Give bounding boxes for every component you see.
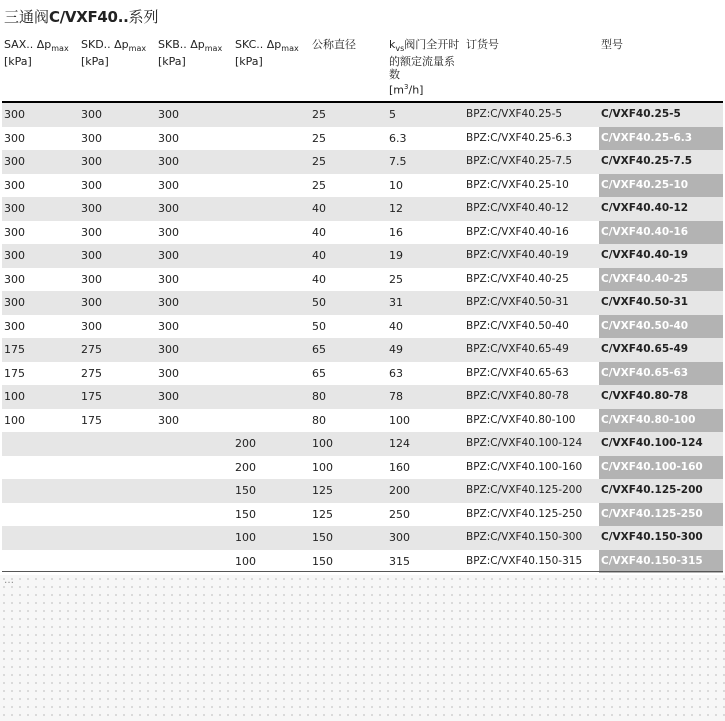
cell-dn: 40 [312,249,326,262]
cell-skb: 300 [158,366,179,380]
header-skb-unit: [kPa] [158,55,186,69]
cell-sax: 300 [4,296,25,309]
header-skc-unit: [kPa] [235,55,263,69]
header-skb-sub: max [204,44,223,54]
cell-kvs: 19 [389,249,403,262]
cell-skc: 200 [235,460,256,474]
cell-skb: 300 [158,296,179,309]
cell-type: C/VXF40.40-16 [599,221,723,245]
table-row [2,362,723,386]
header-kvs-unit-pre: [m [389,83,405,97]
header-skc-symbol: Δp [266,38,282,51]
cell-type: C/VXF40.25-6.3 [599,127,723,151]
cell-dn: 50 [312,319,326,333]
table-row [2,291,723,315]
cell-skd: 300 [81,272,102,286]
cell-skc: 100 [235,554,256,568]
cell-kvs: 124 [389,437,410,450]
header-sax-name: SAX.. [4,38,37,51]
cell-order: BPZ:C/VXF40.80-78 [466,390,569,402]
header-skc-name: SKC.. [235,38,267,51]
header-order: 订货号 [466,38,499,51]
cell-sax: 300 [4,202,25,215]
cell-skd: 300 [81,202,102,215]
cell-kvs: 40 [389,319,403,333]
table-header [0,38,725,100]
cell-order: BPZ:C/VXF40.125-250 [466,507,583,520]
cell-skb: 300 [158,343,179,356]
cell-sax: 175 [4,343,25,356]
table-row [2,315,723,339]
cell-kvs: 31 [389,296,403,309]
cell-skb: 300 [158,390,179,403]
cell-skb: 300 [158,272,179,286]
table-row [2,197,723,221]
cell-type: C/VXF40.50-40 [599,315,723,339]
cell-order: BPZ:C/VXF40.125-200 [466,484,583,496]
cell-dn: 25 [312,178,326,192]
cell-dn: 125 [312,484,333,497]
footnote: … [4,576,14,584]
cell-skd: 300 [81,155,102,168]
table-row [2,409,723,433]
cell-sax: 300 [4,272,25,286]
header-dn: 公称直径 [312,38,356,51]
cell-order: BPZ:C/VXF40.40-19 [466,249,569,261]
table-row [2,385,723,409]
cell-sax: 100 [4,413,25,427]
header-sax [4,38,69,68]
table-row [2,503,723,527]
cell-skd: 275 [81,343,102,356]
cell-dn: 40 [312,272,326,286]
cell-order: BPZ:C/VXF40.25-6.3 [466,131,573,144]
cell-dn: 40 [312,225,326,239]
table-row [2,268,723,292]
cell-kvs: 100 [389,413,410,427]
cell-skd: 300 [81,225,102,239]
cell-order: BPZ:C/VXF40.65-63 [466,366,569,379]
header-sax-sub: max [51,44,69,54]
cell-kvs: 25 [389,272,403,286]
title-suffix: 系列 [128,8,159,26]
header-kvs-line3: 数 [389,68,400,82]
cell-order: BPZ:C/VXF40.50-40 [466,319,569,332]
cell-skd: 300 [81,178,102,192]
header-kvs-line2: 的额定流量系 [389,55,455,69]
header-sax-symbol: Δp [36,38,52,51]
cell-skb: 300 [158,178,179,192]
cell-skb: 300 [158,249,179,262]
cell-skd: 175 [81,390,102,403]
cell-skd: 300 [81,108,102,121]
header-sax-unit: [kPa] [4,55,32,69]
cell-order: BPZ:C/VXF40.40-12 [466,202,569,214]
cell-skc: 150 [235,507,256,521]
cell-kvs: 315 [389,554,410,568]
header-skb [158,38,222,68]
cell-order: BPZ:C/VXF40.40-16 [466,225,569,238]
cell-dn: 100 [312,460,333,474]
cell-skb: 300 [158,225,179,239]
header-skc [235,38,299,68]
cell-type: C/VXF40.80-78 [601,390,689,402]
cell-type: C/VXF40.25-5 [601,108,681,120]
table-row [2,221,723,245]
cell-type: C/VXF40.65-63 [599,362,723,386]
table-row [2,150,723,174]
title-model: C/VXF40.. [49,8,129,26]
header-skd [81,38,146,68]
cell-kvs: 160 [389,460,410,474]
header-kvs-unit-post: /h] [408,83,424,97]
cell-skb: 300 [158,319,179,333]
cell-dn: 40 [312,202,326,215]
table-body [2,103,723,573]
cell-dn: 65 [312,366,326,380]
header-skd-symbol: Δp [114,38,129,51]
cell-type: C/VXF40.80-100 [599,409,723,433]
table-row [2,103,723,127]
cell-kvs: 250 [389,507,410,521]
cell-type: C/VXF40.150-300 [601,531,703,543]
cell-skb: 300 [158,413,179,427]
cell-skb: 300 [158,202,179,215]
cell-kvs: 12 [389,202,403,215]
cell-kvs: 78 [389,390,403,403]
header-kvs-sub: vs [395,44,405,54]
cell-type: C/VXF40.125-250 [599,503,723,527]
table-bottom-rule [2,571,723,572]
cell-type: C/VXF40.100-160 [599,456,723,480]
table-row [2,338,723,362]
table-row [2,174,723,198]
cell-skd: 175 [81,413,102,427]
cell-order: BPZ:C/VXF40.25-10 [466,178,569,191]
cell-type: C/VXF40.100-124 [601,437,703,449]
cell-sax: 300 [4,249,25,262]
cell-type: C/VXF40.125-200 [601,484,703,496]
header-kvs-line1: 阀门全开时 [404,38,460,51]
cell-order: BPZ:C/VXF40.80-100 [466,413,576,426]
cell-dn: 65 [312,343,326,356]
cell-kvs: 300 [389,531,410,544]
cell-skd: 300 [81,131,102,145]
cell-sax: 100 [4,390,25,403]
cell-dn: 125 [312,507,333,521]
cell-dn: 150 [312,531,333,544]
cell-order: BPZ:C/VXF40.150-315 [466,554,583,567]
cell-sax: 175 [4,366,25,380]
cell-type: C/VXF40.25-7.5 [601,155,693,167]
cell-order: BPZ:C/VXF40.40-25 [466,272,569,285]
cell-dn: 150 [312,554,333,568]
title-prefix: 三通阀 [4,8,50,26]
header-skd-name: SKD.. [81,38,115,51]
table-row [2,432,723,456]
cell-order: BPZ:C/VXF40.100-160 [466,460,583,473]
cell-dn: 50 [312,296,326,309]
cell-type: C/VXF40.150-315 [599,550,723,574]
cell-skc: 100 [235,531,256,544]
cell-sax: 300 [4,155,25,168]
cell-type: C/VXF40.65-49 [601,343,689,355]
cell-order: BPZ:C/VXF40.65-49 [466,343,569,355]
cell-type: C/VXF40.25-10 [599,174,723,198]
cell-skd: 300 [81,249,102,262]
cell-kvs: 49 [389,343,403,356]
cell-kvs: 10 [389,178,403,192]
cell-skd: 300 [81,319,102,333]
header-kvs-k: k [389,38,396,51]
cell-dn: 25 [312,131,326,145]
cell-dn: 80 [312,413,326,427]
cell-sax: 300 [4,108,25,121]
cell-skd: 275 [81,366,102,380]
table-row [2,526,723,550]
header-skd-unit: [kPa] [81,55,109,69]
cell-order: BPZ:C/VXF40.100-124 [466,437,583,449]
header-kvs-unit-sup: 3 [404,83,409,92]
cell-kvs: 7.5 [389,155,407,168]
table-row [2,127,723,151]
cell-kvs: 6.3 [389,131,407,145]
table-row [2,479,723,503]
cell-skb: 300 [158,108,179,121]
header-skc-sub: max [281,44,299,54]
cell-skc: 200 [235,437,256,450]
cell-type: C/VXF40.40-19 [601,249,689,261]
cell-skb: 300 [158,131,179,145]
cell-dn: 100 [312,437,333,450]
cell-type: C/VXF40.40-12 [601,202,689,214]
cell-dn: 80 [312,390,326,403]
cell-skb: 300 [158,155,179,168]
table-row [2,456,723,480]
header-type: 型号 [601,38,623,51]
cell-kvs: 16 [389,225,403,239]
cell-order: BPZ:C/VXF40.25-5 [466,108,563,120]
footer-background [0,575,725,721]
table-row [2,244,723,268]
header-skb-name: SKB.. [158,38,191,51]
cell-order: BPZ:C/VXF40.50-31 [466,296,569,308]
header-skd-sub: max [128,44,147,54]
page-title [4,6,159,27]
header-skb-symbol: Δp [190,38,205,51]
cell-sax: 300 [4,131,25,145]
cell-sax: 300 [4,178,25,192]
table-row [2,550,723,574]
cell-dn: 25 [312,108,326,121]
cell-sax: 300 [4,225,25,239]
cell-dn: 25 [312,155,326,168]
cell-order: BPZ:C/VXF40.150-300 [466,531,583,543]
cell-order: BPZ:C/VXF40.25-7.5 [466,155,573,167]
cell-kvs: 200 [389,484,410,497]
cell-sax: 300 [4,319,25,333]
cell-kvs: 5 [389,108,396,121]
cell-type: C/VXF40.40-25 [599,268,723,292]
cell-type: C/VXF40.50-31 [601,296,689,308]
cell-skc: 150 [235,484,256,497]
header-kvs [389,38,459,97]
cell-kvs: 63 [389,366,403,380]
cell-skd: 300 [81,296,102,309]
